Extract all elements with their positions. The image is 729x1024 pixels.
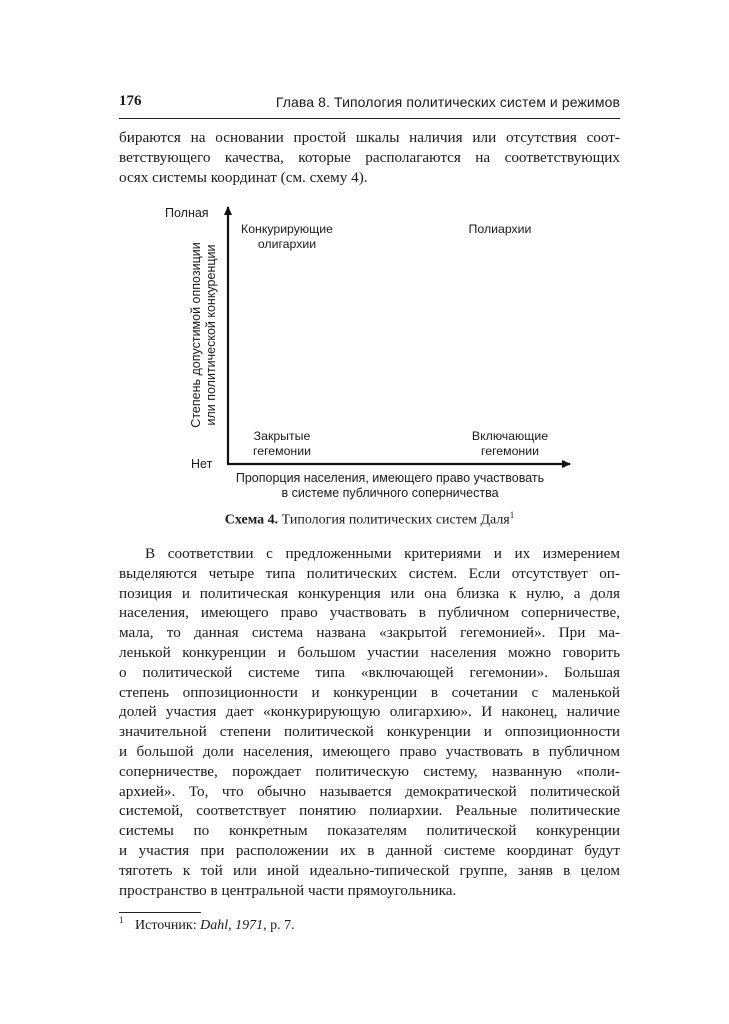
page-number: 176 — [119, 93, 142, 109]
y-axis-title — [189, 235, 221, 435]
text-line: системы по конкретным показателям политической конкуренции — [119, 822, 620, 840]
text-line: мала, то данная система названа «закрытой гегемонией». При ма- — [119, 624, 620, 642]
intro-paragraph — [119, 128, 620, 187]
quadrant-label-line: Включающие — [471, 429, 549, 443]
quadrant-label-line: Полиархии — [468, 222, 532, 236]
text-line: населения, имеющего право участвовать в публичном соперничестве, — [119, 604, 620, 622]
text-line: позиция и политическая конкуренция или она близка к нулю, а доля — [119, 584, 620, 602]
text-line: степень оппозиционности и конкуренции в сочетании с маленькой — [119, 683, 620, 701]
text-line: выделяются четыре типа политических систем. Если отсутствует оп- — [119, 564, 620, 582]
quadrant-competitive-oligarchies — [232, 222, 342, 252]
quadrant-label-line: Закрытые — [253, 429, 311, 443]
main-paragraph — [119, 544, 620, 900]
text-line: и участия при расположении их в данной системе координат будут — [119, 841, 620, 859]
x-axis-title-line: в системе публичного соперничества — [281, 486, 499, 500]
quadrant-polyarchies — [460, 222, 540, 237]
quadrant-label-line: гегемонии — [253, 444, 311, 458]
page-header — [119, 93, 620, 117]
caption-note-ref: 1 — [509, 510, 515, 520]
text-line: и большой доли населения, имеющего право участвовать в публичном — [119, 742, 620, 760]
text-line: о политической системе типа «включающей гегемонии». Большая — [119, 663, 620, 681]
text-line: долей участия дает «конкурирующую олигархию». И наконец, наличие — [119, 703, 620, 721]
quadrant-label-line: гегемонии — [481, 444, 539, 458]
header-rule — [119, 118, 620, 119]
text-line: значительной степени политической конкуренции и оппозиционности — [119, 723, 620, 741]
quadrant-inclusive-hegemonies — [460, 429, 560, 459]
text-line: пространство в центральной части прямоугольника. — [119, 881, 457, 899]
text-line: ленькой конкуренции и большом участии населения можно говорить — [119, 643, 620, 661]
footnote-prefix: Источник: — [135, 918, 201, 933]
y-axis-max-label: Полная — [165, 206, 209, 220]
y-axis-min-label: Нет — [191, 457, 213, 471]
caption-text: Типология политических систем Даля — [281, 512, 510, 528]
footnote-rule — [119, 912, 201, 913]
y-axis-title-line: Степень допустимой оппозиции — [189, 242, 203, 428]
text-line: бираются на основании простой шкалы наличия или отсутствия соот- — [119, 129, 620, 146]
text-line: системой, соответствует понятию полиархии. Реальные политические — [119, 802, 620, 820]
x-axis-title-line: Пропорция населения, имеющего право участвовать — [235, 471, 545, 485]
text-line: архией». То, что обычно называется демократической политической — [119, 782, 620, 800]
running-head: Глава 8. Типология политических систем и режимов — [275, 94, 620, 110]
text-line: осях системы координат (см. схему 4). — [119, 168, 368, 186]
x-axis-title — [220, 471, 560, 501]
y-axis-title-line: или политической конкуренции — [204, 244, 218, 426]
text-line: В соответствии с предложенными критериями и их измерением — [145, 545, 620, 562]
quadrant-closed-hegemonies — [242, 429, 322, 459]
footnote-text — [135, 918, 295, 934]
footnote-suffix: , p. 7. — [263, 918, 295, 933]
text-line: ветствующего качества, которые располагаются на соответствующих — [119, 148, 620, 166]
footnote-mark: 1 — [119, 915, 124, 925]
text-line: тяготеть к той или иной идеально-типической группе, заняв в целом — [119, 861, 620, 879]
caption-label: Схема 4. — [224, 512, 279, 528]
figure-caption — [119, 510, 620, 529]
dahl-typology-diagram — [160, 200, 580, 510]
text-line: соперничестве, порождает политическую систему, названную «поли- — [119, 762, 620, 780]
quadrant-label-line: олигархии — [257, 237, 317, 251]
footnote-source: Dahl, 1971 — [200, 918, 264, 933]
quadrant-label-line: Конкурирующие — [241, 222, 333, 236]
